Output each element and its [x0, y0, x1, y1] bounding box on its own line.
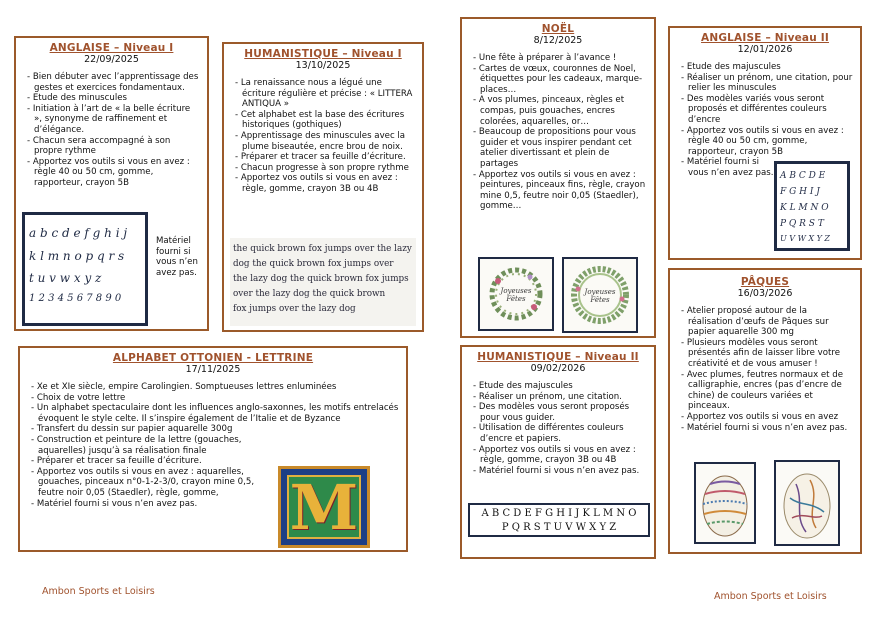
- list-item: - Plusieurs modèles vous seront présentés afin de laisser libre votre créativité et de vous amuser !: [678, 338, 852, 370]
- lettrine-illumination: [278, 466, 370, 548]
- sample-row: P Q R S T U V W X Y Z: [501, 522, 617, 533]
- list-item: - Apportez vos outils si vous en avez : règle, gomme, crayon 3B ou 4B: [470, 445, 646, 466]
- card-date: 13/10/2025: [295, 60, 351, 71]
- sample-row: the lazy dog the quick brown fox jumps: [233, 274, 409, 284]
- list-item: - Transfert du dessin sur papier aquarelle 300g: [28, 424, 268, 435]
- list-item: - Apportez vos outils si vous en avez : aquarelles, gouaches, pinceaux n°0-1-2-3/0, crayon mine 0,5, feutre noir 0,05 (Staedler), règle, gomme,: [28, 467, 268, 499]
- footer-left: Ambon Sports et Loisirs: [42, 586, 155, 597]
- card-title: HUMANISTIQUE – Niveau I: [244, 48, 402, 60]
- card-humanistique-niveau-1: [222, 42, 424, 332]
- item-list: [470, 53, 646, 212]
- egg-icon: [776, 462, 838, 544]
- item-list: [470, 381, 646, 476]
- sample-row: K L M N O: [780, 203, 829, 213]
- list-item: - Etude des minuscules: [24, 93, 199, 104]
- list-item: - Apportez vos outils si vous en avez : règle 40 ou 50 cm, gomme, rapporteur, crayon 5B: [678, 126, 858, 158]
- sample-row: t u v w x y z: [29, 271, 102, 285]
- card-title: HUMANISTIQUE – Niveau II: [477, 351, 639, 363]
- anglaise-minuscules-sample: [22, 212, 148, 326]
- sample-row: the quick brown fox jumps over the lazy: [233, 244, 412, 254]
- list-item: - Etude des majuscules: [470, 381, 646, 392]
- card-title: PÂQUES: [740, 276, 790, 288]
- list-item: - Beaucoup de propositions pour vous guider et vous inspirer pendant cet atelier divertissant et plein de partages: [470, 127, 646, 169]
- list-item: - Apportez vos outils si vous en avez : peintures, pinceaux fins, règle, crayon mine 0,5, feutre noir 0,05 (Staedler), gomme…: [470, 170, 646, 212]
- list-item: - Matériel fourni si vous n’en avez pas.: [678, 423, 852, 434]
- materiel-note: Matériel fourni si vous n’en avez pas.: [156, 236, 198, 278]
- card-date: 09/02/2026: [530, 363, 586, 374]
- easter-egg-2: [774, 460, 840, 546]
- humanistique-majuscules-sample: [468, 503, 650, 537]
- list-item: - Préparer et tracer sa feuille d’écriture.: [28, 456, 268, 467]
- sample-row: 1 2 3 4 5 6 7 8 9 0: [29, 293, 122, 304]
- card-date: 17/11/2025: [185, 364, 241, 375]
- wreath-card-2: [562, 257, 638, 333]
- sample-row: P Q R S T: [780, 219, 824, 229]
- sample-row: dog the quick brown fox jumps over: [233, 259, 394, 269]
- card-noel: [460, 17, 656, 338]
- egg-icon: [696, 464, 754, 542]
- list-item: - Réaliser un prénom, une citation.: [470, 392, 646, 403]
- sample-row: A B C D E: [780, 171, 826, 181]
- list-item: - Utilisation de différentes couleurs d’encre et papiers.: [470, 423, 646, 444]
- card-date: 16/03/2026: [737, 288, 793, 299]
- list-item: - Cartes de vœux, couronnes de Noel, étiquettes pour les cadeaux, marque-places…: [470, 64, 646, 96]
- sample-row: fox jumps over the lazy dog: [233, 304, 356, 314]
- list-item: - Chacun progresse à son propre rythme: [232, 163, 414, 174]
- card-title: ANGLAISE – Niveau I: [49, 42, 174, 54]
- card-alphabet-ottonien: [18, 346, 408, 552]
- list-item: - Des modèles vous seront proposés pour vous guider.: [470, 402, 646, 423]
- list-item: - La renaissance nous a légué une écriture régulière et précise : « LITTERA ANTIQUA »: [232, 78, 414, 110]
- card-anglaise-niveau-1: [14, 36, 209, 331]
- card-humanistique-niveau-2: [460, 345, 656, 559]
- list-item: - Préparer et tracer sa feuille d’écriture.: [232, 152, 414, 163]
- lettrine-letter: M: [289, 471, 359, 544]
- item-list: [232, 78, 414, 195]
- list-item: - Des modèles variés vous seront proposés et différentes couleurs d’encre: [678, 94, 858, 126]
- list-item: - Un alphabet spectaculaire dont les influences anglo-saxonnes, les motifs entrelacés évoquent le style celte. Il s’inspire également de l’Italie et de Byzance: [28, 403, 400, 424]
- card-title: NOËL: [541, 23, 575, 35]
- list-item: - Matériel fourni si vous n’en avez pas.: [28, 499, 268, 510]
- list-item: - Apportez vos outils si vous en avez : règle, gomme, crayon 3B ou 4B: [232, 173, 414, 194]
- card-paques: [668, 268, 862, 554]
- list-item: - Apportez vos outils si vous en avez : règle 40 ou 50 cm, gomme, rapporteur, crayon 5B: [24, 157, 199, 189]
- card-date: 12/01/2026: [737, 44, 793, 55]
- list-item: - Apportez vos outils si vous en avez: [678, 412, 852, 423]
- card-date: 22/09/2025: [84, 54, 139, 65]
- list-item: - Initiation à l’art de « la belle écriture », synonyme de raffinement et d’élégance.: [24, 104, 199, 136]
- list-item: - Etude des majuscules: [678, 62, 858, 73]
- list-item: - Une fête à préparer à l’avance !: [470, 53, 646, 64]
- humanistique-minuscules-sample: [230, 238, 416, 326]
- list-item: - Atelier proposé autour de la réalisation d’œufs de Pâques sur papier aquarelle 300 mg: [678, 306, 852, 338]
- card-title: ALPHABET OTTONIEN - LETTRINE: [112, 352, 314, 364]
- list-item: - Avec plumes, feutres normaux et de calligraphie, encres (pas d’encre de chine) de couleurs variées et pinceaux.: [678, 370, 852, 412]
- easter-egg-1: [694, 462, 756, 544]
- card-title: ANGLAISE – Niveau II: [701, 32, 829, 44]
- footer-right: Ambon Sports et Loisirs: [714, 591, 827, 602]
- item-list: [678, 306, 852, 433]
- list-item: - Bien débuter avec l’apprentissage des gestes et exercices fondamentaux.: [24, 72, 199, 93]
- list-item: - Choix de votre lettre: [28, 393, 400, 404]
- list-item: - Matériel fourni si vous n’en avez pas.: [678, 157, 774, 178]
- card-anglaise-niveau-2: [668, 26, 862, 260]
- sample-row: U V W X Y Z: [780, 234, 830, 243]
- sample-row: F G H I J: [780, 187, 820, 197]
- list-item: - Construction et peinture de la lettre (gouaches, aquarelles) jusqu’à sa réalisation finale: [28, 435, 268, 456]
- list-item: - Réaliser un prénom, une citation, pour relier les minuscules: [678, 73, 858, 94]
- sample-row: A B C D E F G H I J K L M N O: [481, 508, 637, 519]
- card-date: 8/12/2025: [533, 35, 583, 46]
- sample-row: a b c d e f g h i j: [29, 226, 128, 240]
- list-item: - Chacun sera accompagné à son propre rythme: [24, 136, 199, 157]
- sample-row: k l m n o p q r s: [29, 249, 125, 263]
- wreath-greeting: Joyeuses Fêtes: [500, 287, 532, 303]
- list-item: - Matériel fourni si vous n’en avez pas.: [470, 466, 646, 477]
- list-item: - Cet alphabet est la base des écritures historiques (gothiques): [232, 110, 414, 131]
- list-item: - Xe et XIe siècle, empire Carolingien. Somptueuses lettres enluminées: [28, 382, 400, 393]
- wreath-greeting: Joyeuses Fêtes: [584, 288, 616, 304]
- sample-row: over the lazy dog the quick brown: [233, 289, 386, 299]
- anglaise-majuscules-sample: [774, 161, 850, 251]
- list-item: - Apprentissage des minuscules avec la plume biseautée, encre brou de noix.: [232, 131, 414, 152]
- wreath-card-1: [478, 257, 554, 331]
- item-list: [24, 72, 199, 189]
- list-item: - A vos plumes, pinceaux, règles et compas, puis gouaches, encres colorées, aquarelles, or…: [470, 95, 646, 127]
